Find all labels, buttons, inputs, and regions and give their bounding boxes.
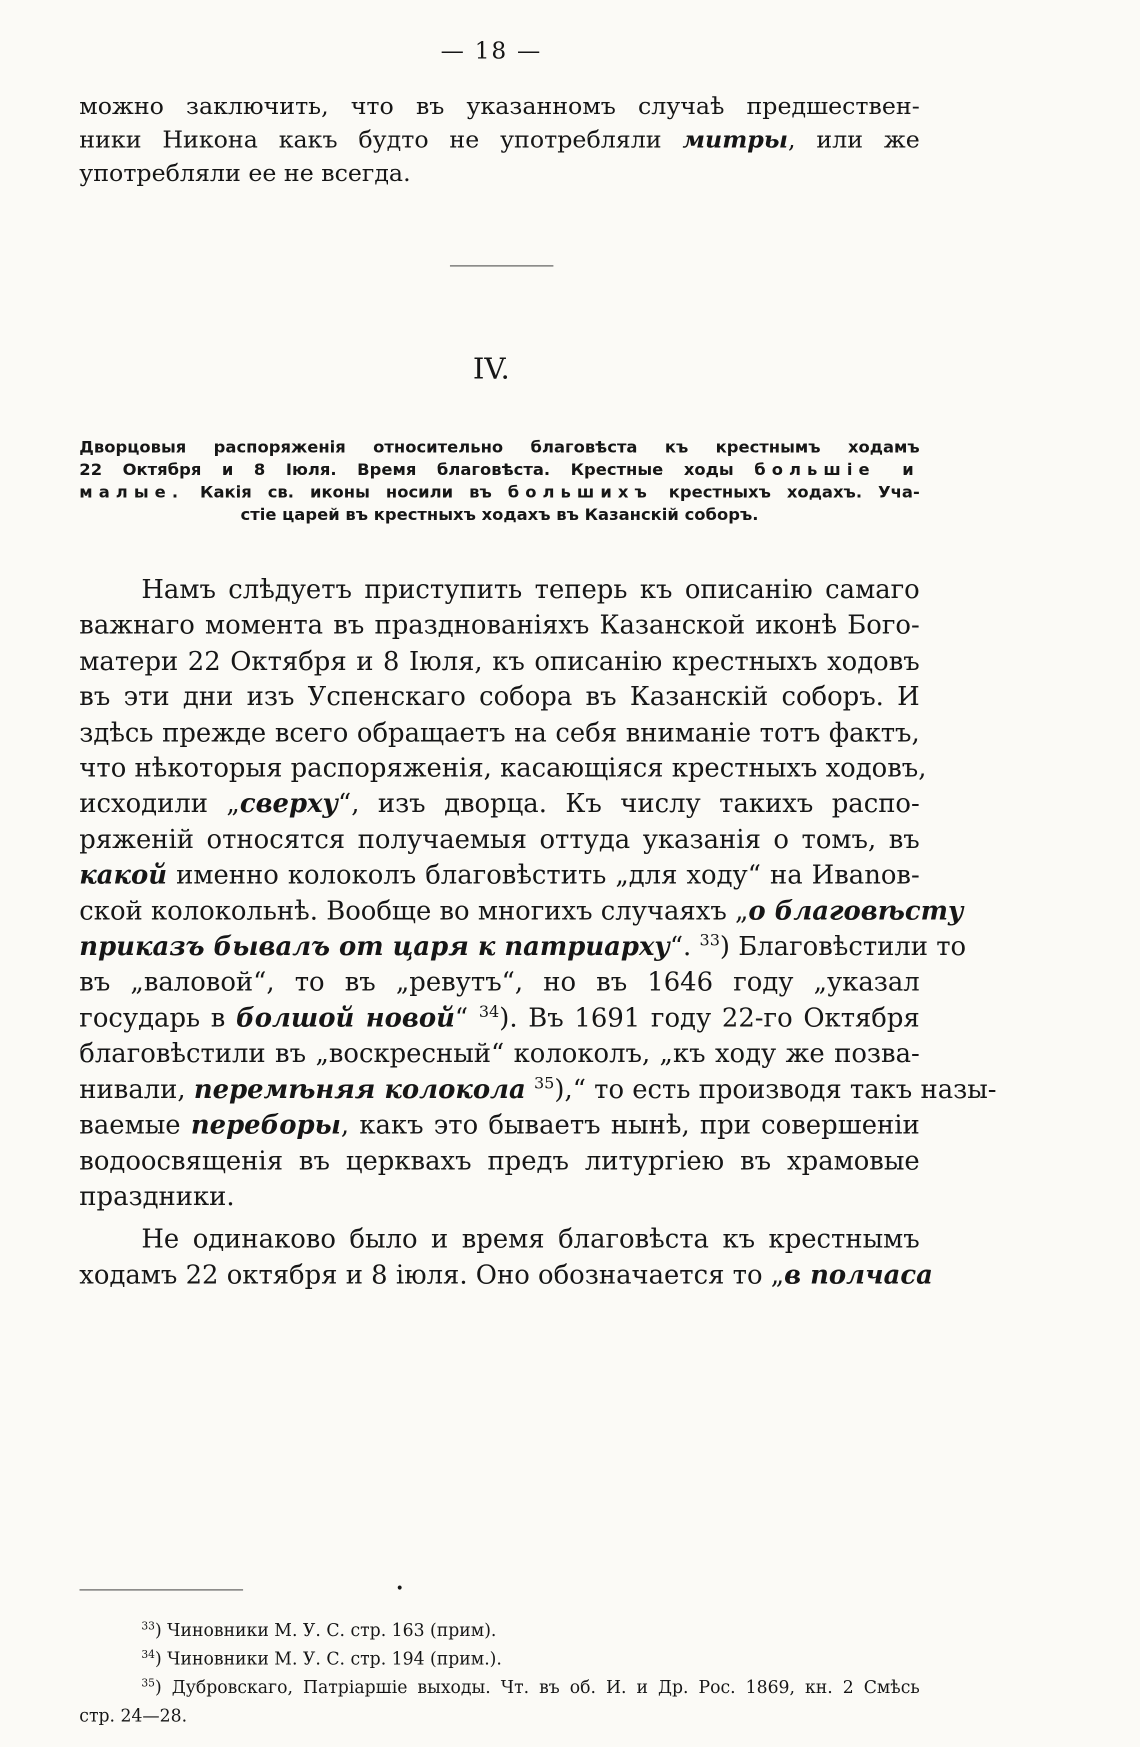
main-line: благовѣстили въ „воскресный“ колоколъ, „къ ходу же позва-: [79, 1038, 920, 1070]
footnote-ref-33: 33: [699, 931, 720, 950]
main-line: государь в болшой новой“ $^{34}$). Въ 1691 году 22-го Октября: [79, 1003, 920, 1034]
page-number: — 18 —: [440, 37, 542, 65]
summary-spaced-1: большіе и: [754, 460, 920, 480]
summary-line-1: Дворцовыя распоряженія относительно благовѣста къ крестнымъ ходамъ: [79, 437, 920, 457]
main-line: что нѣкоторыя распоряженія, касающіяся крестныхъ ходовъ,: [79, 753, 927, 784]
main-line: Не одинаково было и время благовѣста къ крестнымъ: [141, 1224, 920, 1255]
main-line: важнаго момента въ празднованіяхъ Казанской иконѣ Бого-: [79, 610, 920, 641]
footnote-ref-34: 34: [478, 1003, 500, 1022]
main-line: здѣсь прежде всего обращаетъ на себя вниманіе тотъ фактъ,: [79, 717, 920, 748]
footnote-rule: [79, 1589, 243, 1590]
main-line: ряженій относятся получаемыя оттуда указанія о томъ, въ: [79, 824, 920, 855]
intro-line-2: ники Никона какъ будто не употребляли митры, или же: [79, 125, 920, 154]
section-divider: [450, 265, 553, 266]
main-line: исходили „сверху“, изъ дворца. Къ числу такихъ распо-: [79, 789, 920, 820]
main-line: Намъ слѣдуетъ приступить теперь къ описанію самаго: [141, 574, 920, 606]
main-line: водоосвященія въ церквахъ предъ литургіею въ храмовые: [79, 1146, 920, 1177]
footnotes: [79, 1616, 919, 1730]
footnote-34: $^{34}$) Чиновники М. У. С. стр. 194 (прим.).: [141, 1647, 502, 1669]
main-text: [79, 572, 997, 1293]
footnote-35: $^{35}$) Дубровскаго, Патріаршіе выходы. Чт. въ об. И. и Др. Рос. 1869, кн. 2 Смѣсь: [141, 1675, 920, 1698]
main-line: нивали, перемѣняя колокола $^{35}$),“ то есть производя такъ назы-: [79, 1074, 997, 1105]
summary-line-2: 22 Октября и 8 Іюля. Время благовѣста. Крестные ходы большіе и: [79, 460, 920, 480]
main-line: праздники.: [79, 1181, 235, 1212]
intro-line-3: употребляли ее не всегда.: [79, 159, 411, 188]
stray-mark: •: [395, 1580, 404, 1597]
main-line: какой именно колоколъ благовѣстить „для ходу“ на Ивanов-: [79, 860, 920, 891]
footnote-35-continuation: стр. 24—28.: [79, 1705, 188, 1726]
section-summary: [79, 436, 919, 526]
intro-line-1: можно заключить, что въ указанномъ случаѣ предшествен-: [79, 92, 920, 120]
summary-line-3: малые. Какія св. иконы носили въ большихъ крестныхъ ходахъ. Уча-: [79, 482, 920, 502]
main-line: ваемые переборы, какъ это бываетъ нынѣ, при совершеніи: [79, 1110, 920, 1141]
summary-spaced-3: большихъ: [507, 482, 653, 502]
section-number: IV.: [472, 351, 510, 387]
main-line: матери 22 Октября и 8 Іюля, къ описанію крестныхъ ходовъ: [79, 646, 920, 677]
main-line: ской колокольнѣ. Вообще во многихъ случаяхъ „о благовѣсту: [79, 896, 964, 927]
main-line: приказъ бывалъ от царя к патриарху“. $^{33}$) Благовѣстили то: [79, 931, 967, 963]
main-line: въ „валовой“, то въ „ревутъ“, но въ 1646 году „указал: [79, 967, 920, 998]
summary-spaced-2: малые.: [79, 482, 185, 502]
intro-emphasis: митры: [682, 125, 789, 154]
summary-line-4: стіе царей въ крестныхъ ходахъ въ Казанскій соборъ.: [240, 505, 759, 525]
main-line: ходамъ 22 октября и 8 іюля. Оно обозначается то „в полчаса: [79, 1259, 933, 1291]
main-line: въ эти дни изъ Успенскаго собора въ Казанскій соборъ. И: [79, 682, 920, 713]
intro-paragraph: [79, 90, 919, 191]
footnote-ref-35: 35: [533, 1074, 555, 1093]
footnote-33: $^{33}$) Чиновники М. У. С. стр. 163 (прим).: [141, 1619, 497, 1641]
